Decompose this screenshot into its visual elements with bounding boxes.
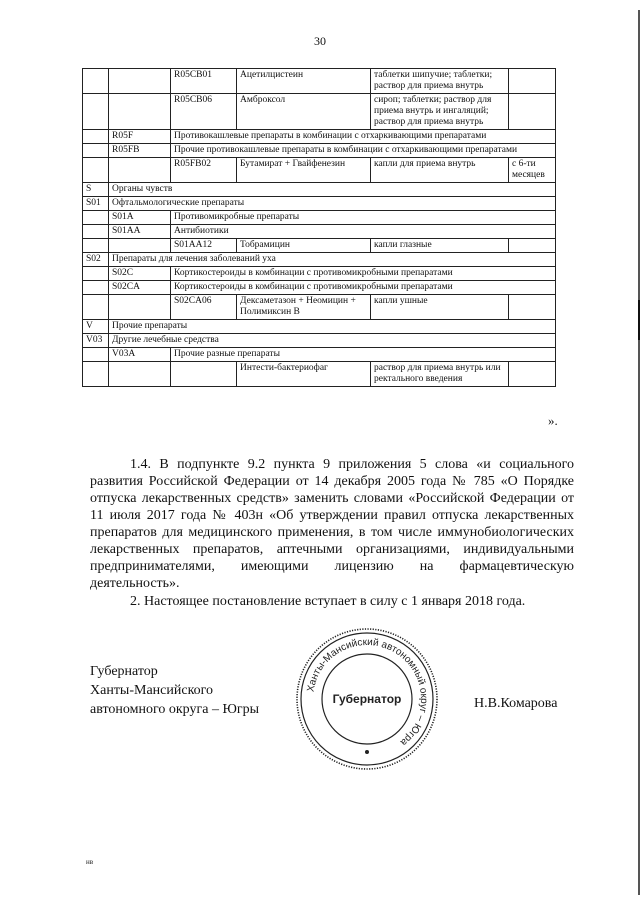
- atc-group-code-cell: R05FB: [109, 144, 171, 158]
- dosage-form-cell: капли для приема внутрь: [371, 158, 509, 183]
- governor-line-3: автономного округа – Югры: [90, 702, 259, 717]
- atc-group-code-cell: S01A: [109, 211, 171, 225]
- signer-name: Н.В.Комарова: [474, 696, 558, 711]
- dosage-form-cell: раствор для приема внутрь или ректального введения: [371, 362, 509, 387]
- atc-level1-cell: [83, 348, 109, 362]
- atc-level1-cell: [83, 130, 109, 144]
- table-row: [83, 158, 556, 183]
- atc-section-name-cell: Органы чувств: [109, 183, 556, 197]
- paragraph-effective-date: 2. Настоящее постановление вступает в силу с 1 января 2018 года.: [130, 594, 526, 609]
- governor-line-1: Губернатор: [90, 664, 158, 679]
- footer-initials: нв: [86, 858, 94, 866]
- atc-level2-cell: [109, 362, 171, 387]
- atc-section-code-cell: V03: [83, 334, 109, 348]
- atc-level1-cell: [83, 281, 109, 295]
- atc-level1-cell: [83, 239, 109, 253]
- page-number: 30: [314, 34, 326, 48]
- atc-code-cell: R05CB01: [171, 69, 237, 94]
- table-row: [83, 295, 556, 320]
- atc-code-cell: S01AA12: [171, 239, 237, 253]
- atc-section-name-cell: Препараты для лечения заболеваний уха: [109, 253, 556, 267]
- table-row: [83, 348, 556, 362]
- drug-name-cell: Интести-бактериофаг: [237, 362, 371, 387]
- atc-section-code-cell: S01: [83, 197, 109, 211]
- drug-table-body: [83, 69, 556, 387]
- table-row: [83, 130, 556, 144]
- drug-name-cell: Бутамират + Гвайфенезин: [237, 158, 371, 183]
- atc-group-name-cell: Прочие разные препараты: [171, 348, 556, 362]
- seal-center-text: Губернатор: [332, 692, 402, 706]
- table-row: [83, 267, 556, 281]
- note-cell: с 6-ти месяцев: [509, 158, 556, 183]
- atc-level2-cell: [109, 94, 171, 130]
- paragraph-amendment: 1.4. В подпункте 9.2 пункта 9 приложения 5 слова «и социального развития Российской Федерации от 14 декабря 2005 года № 785 «О Порядке отпуска лекарственных средств» заменить словами «Российской Федерации от 11 июля 2017 года № 403н «Об утверждении правил отпуска лекарственных препаратов для медицинского применения, в том числе иммунобиологических лекарственных препаратов, аптечными организациями, индивидуальными предпринимателями, имеющими лицензию на фармацевтическую деятельность».: [90, 457, 574, 591]
- atc-level1-cell: [83, 144, 109, 158]
- note-cell: [509, 362, 556, 387]
- atc-code-cell: R05CB06: [171, 94, 237, 130]
- drug-table: [82, 68, 556, 387]
- governor-title-block: [90, 662, 259, 719]
- drug-name-cell: Ацетилцистеин: [237, 69, 371, 94]
- atc-group-name-cell: Кортикостероиды в комбинации с противомикробными препаратами: [171, 281, 556, 295]
- atc-section-code-cell: S02: [83, 253, 109, 267]
- atc-level1-cell: [83, 158, 109, 183]
- atc-code-cell: R05FB02: [171, 158, 237, 183]
- atc-level1-cell: [83, 69, 109, 94]
- atc-group-code-cell: V03A: [109, 348, 171, 362]
- atc-group-name-cell: Антибиотики: [171, 225, 556, 239]
- atc-section-code-cell: V: [83, 320, 109, 334]
- dosage-form-cell: капли глазные: [371, 239, 509, 253]
- atc-level1-cell: [83, 211, 109, 225]
- atc-group-name-cell: Кортикостероиды в комбинации с противомикробными препаратами: [171, 267, 556, 281]
- atc-section-code-cell: S: [83, 183, 109, 197]
- table-row: [83, 281, 556, 295]
- atc-level1-cell: [83, 267, 109, 281]
- note-cell: [509, 94, 556, 130]
- table-row: [83, 183, 556, 197]
- atc-level2-cell: [109, 239, 171, 253]
- seal-ring-text: Ханты-Мансийский автономный округ – Югра: [305, 636, 430, 748]
- table-row: [83, 239, 556, 253]
- atc-group-code-cell: R05F: [109, 130, 171, 144]
- drug-name-cell: Тобрамицин: [237, 239, 371, 253]
- atc-section-name-cell: Офтальмологические препараты: [109, 197, 556, 211]
- table-row: [83, 225, 556, 239]
- table-row: [83, 211, 556, 225]
- table-row: [83, 94, 556, 130]
- atc-group-code-cell: S01AA: [109, 225, 171, 239]
- atc-level1-cell: [83, 295, 109, 320]
- dosage-form-cell: сироп; таблетки; раствор для приема внутрь и ингаляций; раствор для приема внутрь: [371, 94, 509, 130]
- atc-code-cell: S02CA06: [171, 295, 237, 320]
- atc-group-name-cell: Противокашлевые препараты в комбинации с отхаркивающими препаратами: [171, 130, 556, 144]
- atc-group-code-cell: S02C: [109, 267, 171, 281]
- dosage-form-cell: таблетки шипучие; таблетки; раствор для приема внутрь: [371, 69, 509, 94]
- atc-level1-cell: [83, 94, 109, 130]
- atc-code-cell: [171, 362, 237, 387]
- closing-quote: ».: [548, 413, 558, 428]
- atc-group-name-cell: Противомикробные препараты: [171, 211, 556, 225]
- governor-line-2: Ханты-Мансийского: [90, 683, 214, 698]
- atc-level1-cell: [83, 362, 109, 387]
- atc-group-name-cell: Прочие противокашлевые препараты в комбинации с отхаркивающими препаратами: [171, 144, 556, 158]
- table-row: [83, 144, 556, 158]
- note-cell: [509, 69, 556, 94]
- note-cell: [509, 295, 556, 320]
- official-seal: [294, 626, 440, 772]
- dosage-form-cell: капли ушные: [371, 295, 509, 320]
- table-row: [83, 69, 556, 94]
- atc-section-name-cell: Другие лечебные средства: [109, 334, 556, 348]
- atc-level2-cell: [109, 69, 171, 94]
- drug-name-cell: Амброксол: [237, 94, 371, 130]
- table-row: [83, 197, 556, 211]
- seal-star-icon: [365, 750, 369, 754]
- table-row: [83, 253, 556, 267]
- atc-section-name-cell: Прочие препараты: [109, 320, 556, 334]
- drug-name-cell: Дексаметазон + Неомицин + Полимиксин В: [237, 295, 371, 320]
- table-row: [83, 362, 556, 387]
- table-row: [83, 334, 556, 348]
- atc-group-code-cell: S02CA: [109, 281, 171, 295]
- atc-level2-cell: [109, 295, 171, 320]
- atc-level1-cell: [83, 225, 109, 239]
- table-row: [83, 320, 556, 334]
- atc-level2-cell: [109, 158, 171, 183]
- note-cell: [509, 239, 556, 253]
